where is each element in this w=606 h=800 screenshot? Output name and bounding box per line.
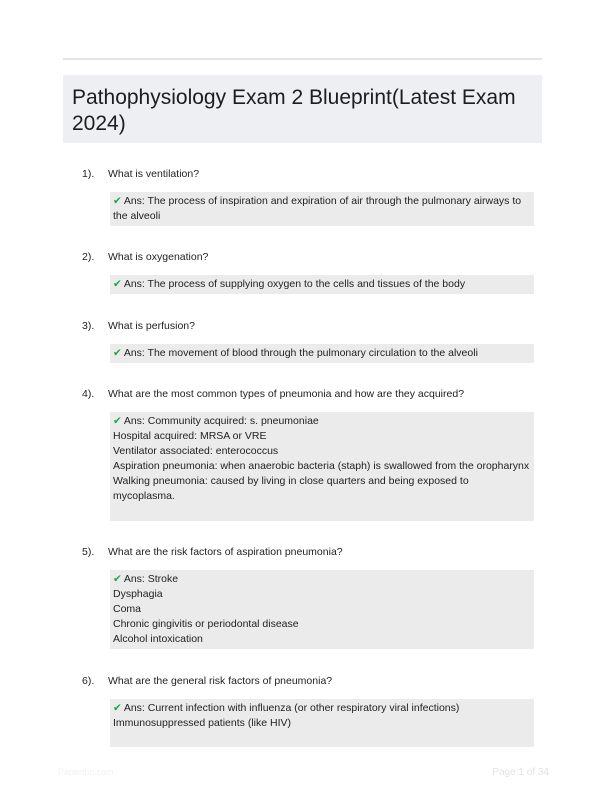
checkmark-icon: ✔: [113, 195, 122, 207]
checkmark-icon: ✔: [113, 415, 122, 427]
answer-line: Ans: The process of inspiration and expiration of air through the pulmonary airways to the alveoli: [113, 195, 522, 222]
top-divider: [63, 58, 542, 60]
answer-line: Hospital acquired: MRSA or VRE: [113, 430, 267, 442]
question-number: 2).: [82, 251, 95, 263]
answer-line: Immunosuppressed patients (like HIV): [113, 717, 291, 729]
page-number: Page 1 of 34: [492, 767, 549, 778]
answer-box: [110, 192, 534, 226]
answer-line: Ans: Stroke: [123, 573, 179, 585]
question-number: 5).: [82, 546, 95, 558]
answer-line: Ans: Community acquired: s. pneumoniae: [123, 415, 319, 427]
question-block-2: [82, 250, 534, 294]
answer-line: Alcohol intoxication: [113, 633, 203, 645]
answer-line: Ventilator associated: enterococcus: [113, 445, 279, 457]
answer-line: Chronic gingivitis or periodontal disease: [113, 618, 299, 630]
question-block-3: [82, 319, 534, 363]
footer-site-watermark: Papertbc.com: [58, 767, 114, 777]
answer-box: [110, 275, 534, 294]
question-text: What are the risk factors of aspiration pneumonia?: [108, 546, 343, 558]
checkmark-icon: ✔: [113, 702, 122, 714]
title-banner: [63, 75, 542, 143]
checkmark-icon: ✔: [113, 347, 122, 359]
answer-box: [110, 412, 534, 521]
question-text: What is perfusion?: [108, 320, 195, 332]
question-block-4: [82, 387, 534, 521]
checkmark-icon: ✔: [113, 573, 122, 585]
question-text: What is oxygenation?: [108, 251, 209, 263]
answer-line: Walking pneumonia: caused by living in close quarters and being exposed to mycoplasma.: [113, 475, 469, 502]
question-block-5: [82, 545, 534, 649]
answer-line: Ans: The process of supplying oxygen to the cells and tissues of the body: [123, 278, 466, 290]
question-number: 3).: [82, 320, 95, 332]
document-title: Pathophysiology Exam 2 Blueprint(Latest Exam 2024): [72, 86, 516, 135]
answer-line: Ans: The movement of blood through the pulmonary circulation to the alveoli: [123, 347, 478, 359]
question-block-1: [82, 167, 534, 226]
question-number: 1).: [82, 168, 95, 180]
answer-line: Dysphagia: [113, 588, 163, 600]
answer-line: Ans: Current infection with influenza (or other respiratory viral infections): [123, 702, 460, 714]
checkmark-icon: ✔: [113, 278, 122, 290]
answer-line: Coma: [113, 603, 142, 615]
answer-line: Aspiration pneumonia: when anaerobic bacteria (staph) is swallowed from the oropharynx: [113, 460, 530, 472]
question-number: 4).: [82, 388, 95, 400]
answer-box: [110, 699, 534, 747]
question-number: 6).: [82, 675, 95, 687]
answer-box: [110, 344, 534, 363]
question-text: What is ventilation?: [108, 168, 200, 180]
question-text: What are the most common types of pneumonia and how are they acquired?: [108, 388, 465, 400]
question-block-6: [82, 674, 534, 747]
answer-box: [110, 570, 534, 649]
question-text: What are the general risk factors of pneumonia?: [108, 675, 333, 687]
